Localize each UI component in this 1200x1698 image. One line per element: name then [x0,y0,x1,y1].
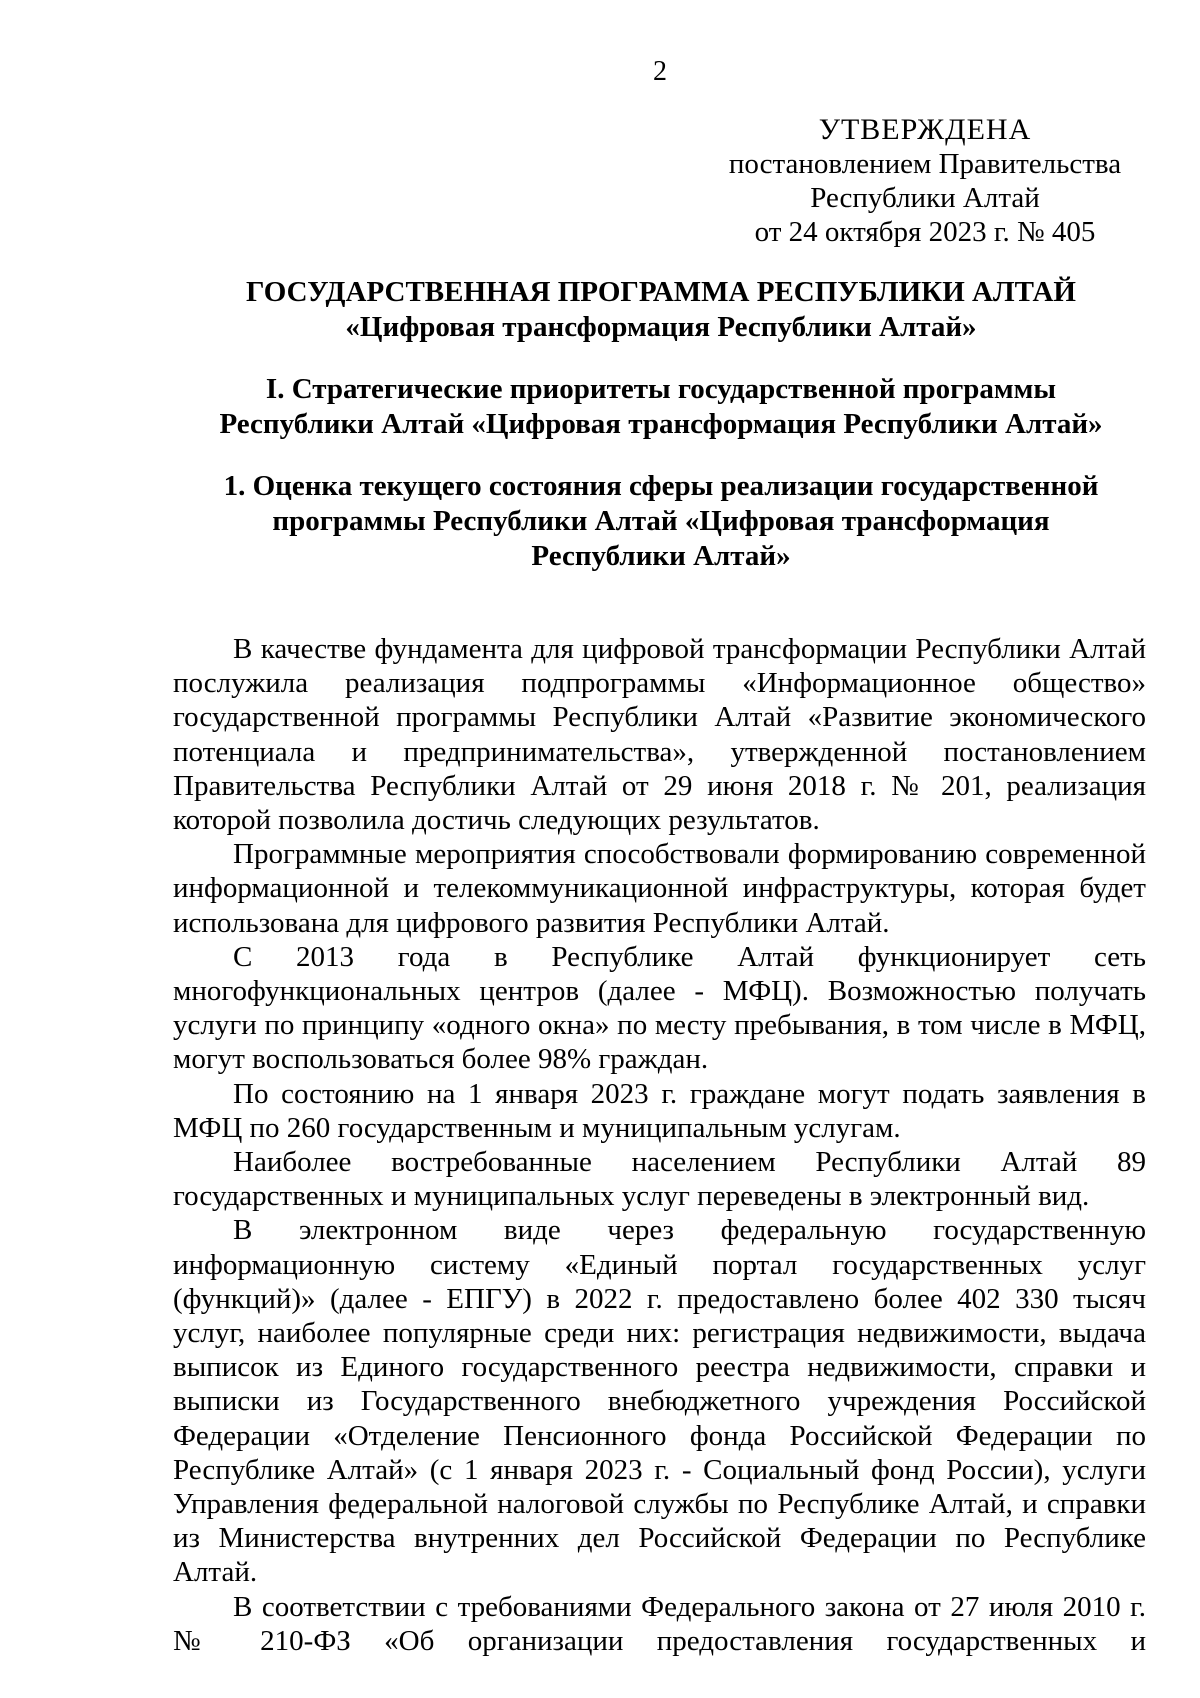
body-paragraph: В электронном виде через федеральную государственную информационную систему «Единый портал государственных услуг (функций)» (далее - ЕПГУ) в 2022 г. предоставлено более 402 330 тысяч услуг, наиболее популярные среди них: регистрация недвижимости, выдача выписок из Единого государственного реестра недвижимости, справки и выписки из Государственного внебюджетного учреждения Российской Федерации «Отделение Пенсионного фонда Российской Федерации по Республике Алтай» (с 1 января 2023 г. - Социальный фонд России), услуги Управления федеральной налоговой службы по Республике Алтай, и справки из Министерства внутренних дел Российской Федерации по Республике Алтай. [173,1214,1146,1589]
approval-line-2: Республики Алтай [810,182,1040,214]
page-number: 2 [653,56,667,87]
body-paragraph: С 2013 года в Республике Алтай функционирует сеть многофункциональных центров (далее - МФЦ). Возможностью получать услуги по принципу «одного окна» по месту пребывания, в том числе в МФЦ, могут воспользоваться более 98% граждан. [173,940,1146,1076]
document-title [176,275,1146,345]
subsection-heading-line-3: Республики Алтай» [531,540,791,572]
approval-line-3: от 24 октября 2023 г. № 405 [754,216,1096,248]
body-paragraph: По состоянию на 1 января 2023 г. граждане могут подать заявления в МФЦ по 260 государственным и муниципальным услугам. [173,1077,1146,1144]
section-heading-line-2: Республики Алтай «Цифровая трансформация Республики Алтай» [219,408,1103,440]
body-paragraph: Наиболее востребованные населением Республики Алтай 89 государственных и муниципальных услуг переведены в электронный вид. [173,1146,1146,1213]
subsection-heading-line-2: программы Республики Алтай «Цифровая трансформация [272,505,1050,537]
subsection-heading [176,469,1146,574]
subsection-heading-line-1: 1. Оценка текущего состояния сферы реализации государственной [223,470,1099,502]
approval-title: УТВЕРЖДЕНА [818,113,1032,146]
document-title-line-2: «Цифровая трансформация Республики Алтай» [345,311,977,343]
body-paragraph: В соответствии с требованиями Федерального закона от 27 июля 2010 г. № 210-ФЗ «Об организации предоставления государственных и [173,1590,1146,1657]
section-heading-line-1: I. Стратегические приоритеты государственной программы [265,373,1057,405]
document-title-line-1: ГОСУДАРСТВЕННАЯ ПРОГРАММА РЕСПУБЛИКИ АЛТАЙ [246,276,1076,308]
body-paragraph: Программные мероприятия способствовали формированию современной информационной и телекоммуникационной инфраструктуры, которая будет использована для цифрового развития Республики Алтай. [173,838,1146,939]
section-heading [176,372,1146,442]
approval-line-1: постановлением Правительства [728,148,1122,180]
document-body [173,632,1146,1658]
body-paragraph: В качестве фундамента для цифровой трансформации Республики Алтай послужила реализация подпрограммы «Информационное общество» государственной программы Республики Алтай «Развитие экономического потенциала и предпринимательства», утвержденной постановлением Правительства Республики Алтай от 29 июня 2018 г. № 201, реализация которой позволила достичь следующих результатов. [173,633,1146,837]
approval-stamp [660,113,1190,249]
